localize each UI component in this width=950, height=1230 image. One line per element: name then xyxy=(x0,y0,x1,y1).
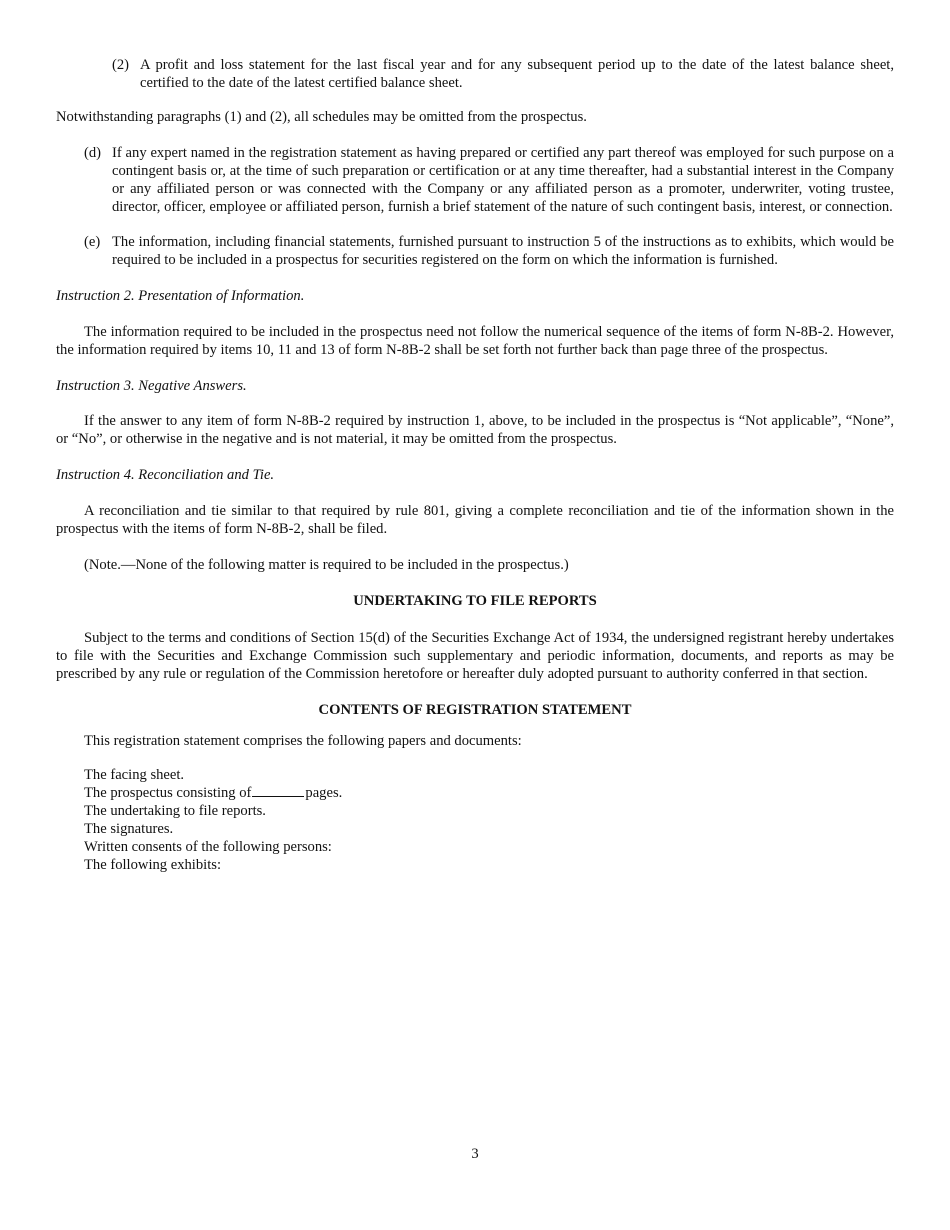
item-d-number: (d) xyxy=(84,145,102,161)
contents-heading: CONTENTS OF REGISTRATION STATEMENT xyxy=(318,702,632,718)
item-e-number: (e) xyxy=(84,234,101,250)
undertaking-text: Subject to the terms and conditions of Section 15(d) of the Securities Exchange Act of 1934, the undersigned registrant hereby undertakes to file with the Securities and Exchange Commission such supplementary and periodic information, documents, and reports as may be prescribed by any rule or regulation of the Commission heretofore or hereafter duly adopted pursuant to authority conferred in that section. xyxy=(56,630,894,682)
contents-item-undertaking: The undertaking to file reports. xyxy=(84,803,266,819)
item-2 xyxy=(112,56,894,92)
prospectus-prefix: The prospectus consisting of xyxy=(84,785,252,801)
undertaking-heading: UNDERTAKING TO FILE REPORTS xyxy=(353,593,597,609)
prospectus-suffix: pages. xyxy=(305,785,343,801)
instruction-4-text: A reconciliation and tie similar to that required by rule 801, giving a complete reconciliation and tie of the information shown in the prospectus with the items of form N-8B-2, shall be filed. xyxy=(56,503,894,537)
contents-item-signatures: The signatures. xyxy=(84,821,174,837)
contents-item-consents: Written consents of the following persons: xyxy=(84,839,332,855)
note-paragraph: (Note.—None of the following matter is required to be included in the prospectus.) xyxy=(84,557,569,573)
contents-item-facing-sheet: The facing sheet. xyxy=(84,767,185,783)
instruction-2-heading: Instruction 2. Presentation of Information. xyxy=(56,288,305,304)
item-2-number: (2) xyxy=(112,57,130,73)
page-number: 3 xyxy=(471,1146,479,1162)
contents-item-prospectus xyxy=(84,784,894,802)
document-page xyxy=(56,56,894,874)
contents-intro: This registration statement comprises the following papers and documents: xyxy=(84,733,522,749)
item-e-text: The information, including financial statements, furnished pursuant to instruction 5 of the instructions as to exhibits, which would be required to be included in a prospectus for securities registered on the form on which the information is furnished. xyxy=(112,234,894,268)
notwithstanding-paragraph: Notwithstanding paragraphs (1) and (2), all schedules may be omitted from the prospectus. xyxy=(56,109,587,125)
item-2-text: A profit and loss statement for the last fiscal year and for any subsequent period up to the date of the latest balance sheet, certified to the date of the latest certified balance sheet. xyxy=(140,57,894,91)
instruction-2-text: The information required to be included in the prospectus need not follow the numerical sequence of the items of form N-8B-2. However, the information required by items 10, 11 and 13 of form N-8B-2 shall be set forth not further back than page three of the prospectus. xyxy=(56,324,894,358)
page-count-blank xyxy=(252,784,304,797)
item-d xyxy=(84,144,894,216)
instruction-3-text: If the answer to any item of form N-8B-2 required by instruction 1, above, to be included in the prospectus is “Not applicable”, “None”, or “No”, or otherwise in the negative and is not material, it may be omitted from the prospectus. xyxy=(56,413,894,447)
instruction-4-heading: Instruction 4. Reconciliation and Tie. xyxy=(56,467,275,483)
item-d-text: If any expert named in the registration statement as having prepared or certified any part thereof was employed for such purpose on a contingent basis or, at the time of such preparation or certification or at any time thereafter, had a substantial interest in the Company or any affiliated person or was connected with the Company or any affiliated person as a promoter, underwriter, voting trustee, director, officer, employee or affiliated person, furnish a brief statement of the nature of such contingent basis, interest, or connection. xyxy=(112,145,894,215)
contents-list xyxy=(84,766,894,874)
item-e xyxy=(84,233,894,269)
contents-item-exhibits: The following exhibits: xyxy=(84,857,222,873)
instruction-3-heading: Instruction 3. Negative Answers. xyxy=(56,378,247,394)
